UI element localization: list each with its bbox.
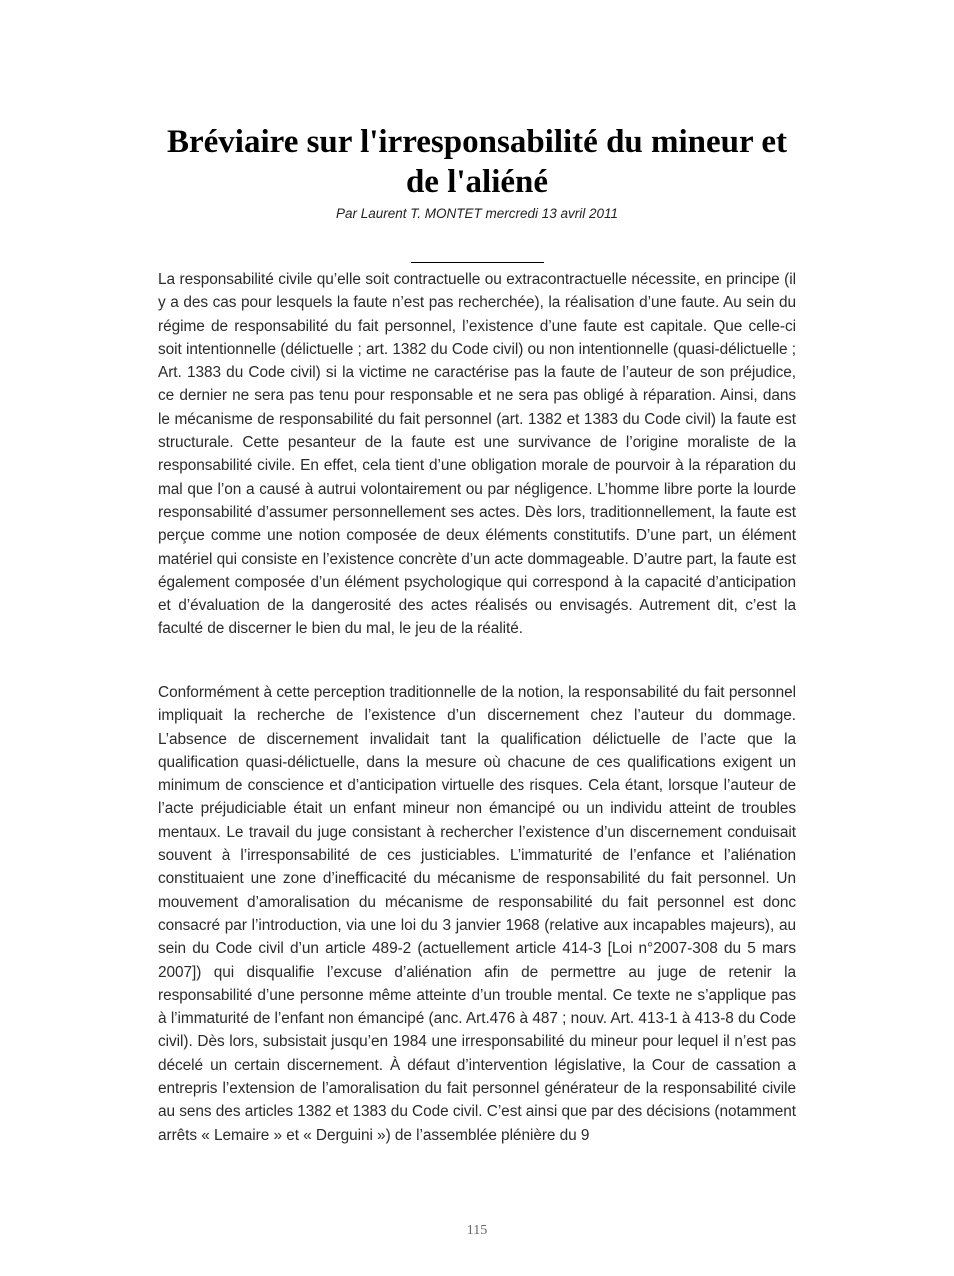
title-divider [411,262,544,263]
article-byline: Par Laurent T. MONTET mercredi 13 avril 2011 [335,206,619,221]
body-paragraph: La responsabilité civile qu’elle soit contractuelle ou extracontractuelle nécessite, en principe (il y a des cas pour lesquels la faute n’est pas recherchée), la réalisation d’une faute. Au sein du régime de responsabilité du fait personnel, l’existence d’une faute est capitale. Que celle-ci soit intentionnelle (délictuelle ; art. 1382 du Code civil) ou non intentionnelle (quasi-délictuelle ; Art. 1383 du Code civil) si la victime ne caractérise pas la faute de l’auteur de son préjudice, ce dernier ne sera pas tenu pour responsable et ne sera pas obligé à réparation. Ainsi, dans le mécanisme de responsabilité du fait personnel (art. 1382 et 1383 du Code civil) la faute est structurale. Cette pesanteur de la faute est une survivance de l’origine moraliste de la responsabilité civile. En effet, cela tient d’une obligation morale de pourvoir à la réparation du mal que l’on a causé à autrui volontairement ou par négligence. L’homme libre porte la lourde responsabilité d’assumer personnellement ses actes. Dès lors, traditionnellement, la faute est perçue comme une notion composée de deux éléments constitutifs. D’une part, un élément matériel qui consiste en l’existence concrète d’un acte dommageable. D’autre part, la faute est également composée d’un élément psychologique qui correspond à la capacité d’anticipation et d’évaluation de la dangerosité des actes réalisés ou envisagés. Autrement dit, c’est la faculté de discerner le bien du mal, le jeu de la réalité. [158,271,796,638]
article-title: Bréviaire sur l'irresponsabilité du mineur et de l'aliéné [167,124,787,200]
page-number: 115 [466,1223,488,1238]
body-paragraph: Conformément à cette perception traditionnelle de la notion, la responsabilité du fait personnel impliquait la recherche de l’existence d’un discernement chez l’auteur du dommage. L’absence de discernement invalidait tant la qualification délictuelle de l’acte que la qualification quasi-délictuelle, dans la mesure où chacune de ces qualifications exigent un minimum de conscience et d’anticipation virtuelle des risques. Cela étant, lorsque l’auteur de l’acte préjudiciable était un enfant mineur non émancipé ou un individu atteint de troubles mentaux. Le travail du juge consistant à rechercher l’existence d’un discernement conduisait souvent à l’irresponsabilité de ces justiciables. L’immaturité de l’enfance et l’aliénation constituaient une zone d’inefficacité du mécanisme de responsabilité du fait personnel. Un mouvement d’amoralisation du mécanisme de responsabilité du fait personnel est donc consacré par l’introduction, via une loi du 3 janvier 1968 (relative aux incapables majeurs), au sein du Code civil d’un article 489-2 (actuellement article 414-3 [Loi n°2007-308 du 5 mars 2007]) qui disqualifie l’excuse d’aliénation afin de permettre au juge de retenir la responsabilité d’une personne même atteinte d’un trouble mental. Ce texte ne s’applique pas à l’immaturité de l’enfant non émancipé (anc. Art.476 à 487 ; nouv. Art. 413-1 à 413-8 du Code civil). Dès lors, subsistait jusqu’en 1984 une irresponsabilité du mineur pour lequel il n’est pas décelé un certain discernement. À défaut d’intervention législative, la Cour de cassation a entrepris l’extension de l’amoralisation du fait personnel générateur de la responsabilité civile au sens des articles 1382 et 1383 du Code civil. C’est ainsi que par des décisions (notamment arrêts « Lemaire » et « Derguini ») de l’assemblée plénière du 9 [158,684,796,1144]
